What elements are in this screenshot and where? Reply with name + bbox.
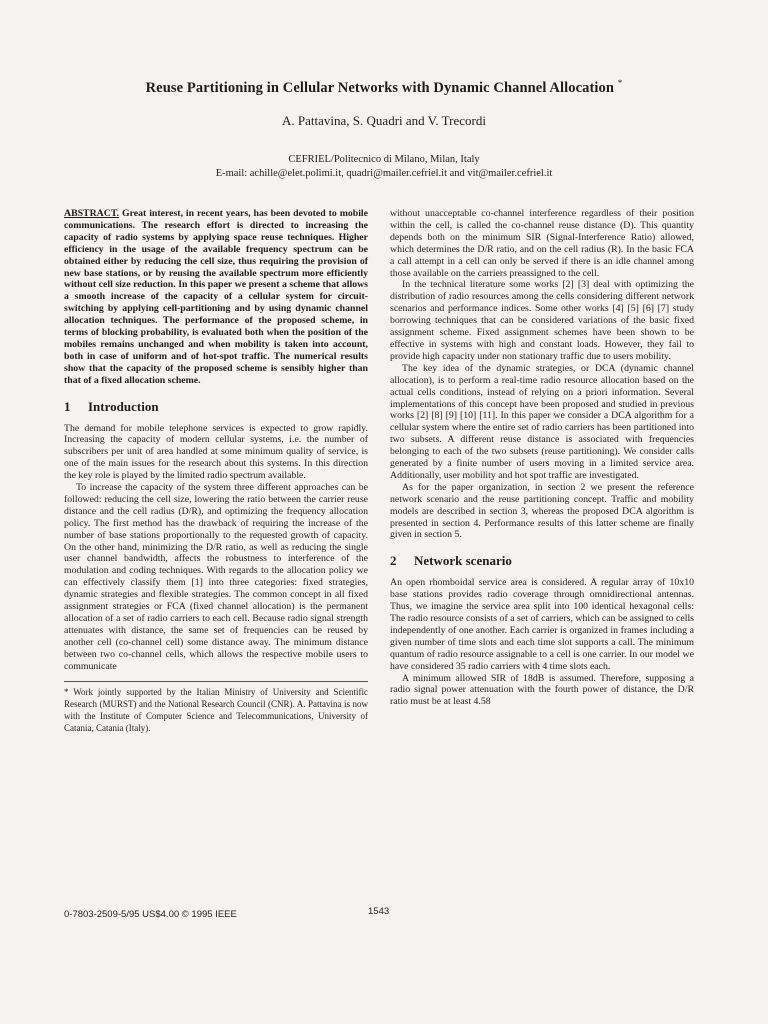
page-number: 1543	[368, 906, 390, 917]
abstract	[64, 208, 368, 387]
paragraph: The demand for mobile telephone services is expected to grow rapidly. Increasing the capacity of modern cellular systems, i.e. the number of subscribers per unit of area handled at some minimum quality of service, is one of the main issues for the research about this systems. In this direction the key role is played by the limited radio spectrum available.	[64, 422, 368, 482]
paragraph: An open rhomboidal service area is considered. A regular array of 10x10 base stations provides radio coverage through omnidirectional antennas. Thus, we imagine the service area split into 100 identical hexagonal cells: The radio resource consists of a set of carriers, which can be assigned to cells independently of one another. Each carrier is organized in frames including a given number of time slots and each time slot supports a call. The minimum quantum of radio resource assignable to a cell is one carrier. In our model we have considered 35 radio carriers with 4 time slots each.	[390, 577, 694, 672]
paragraph: The key idea of the dynamic strategies, or DCA (dynamic channel allocation), is to perform a real-time radio resource allocation based on the actual cells conditions, instead of relying on a priori information. Several implementations of this concept have been proposed and studied in previous works [2] [8] [9] [10] [11]. In this paper we consider a DCA algorithm for a cellular system where the entire set of radio carriers has been partitioned into two subsets. A different reuse distance is associated with frequencies belonging to each of the two subsets (reuse partitioning). We consider calls generated by a finite number of users moving in a limited service area. Additionally, user mobility and hot spot traffic are investigated.	[390, 362, 694, 481]
title-text: Reuse Partitioning in Cellular Networks with Dynamic Channel Allocation	[145, 79, 615, 96]
authors: A. Pattavina, S. Quadri and V. Trecordi	[282, 113, 486, 128]
abstract-text: Great interest, in recent years, has been devoted to mobile communications. The research effort is directed to increasing the capacity of radio systems by applying space reuse techniques. Higher efficiency in the usage of the available frequency spectrum can be obtained either by reducing the cell size, thus requiring the provision of new base stations, or by reusing the available spectrum more efficiently without cell size reduction. In this paper we present a scheme that allows a smooth increase of the capacity of a cellular system for circuit-switching by applying cell-partitioning and by using dynamic channel allocation techniques. The performance of the proposed scheme, in terms of blocking probability, is evaluated both when the position of the mobiles remains unchanged and when mobility is taken into account, both in case of uniform and of hot-spot traffic. The numerical results show that the capacity of the proposed scheme is sensibly higher than that of a fixed allocation scheme.	[64, 208, 368, 386]
abstract-label: ABSTRACT.	[64, 208, 120, 219]
title-footnote-mark: *	[617, 78, 623, 88]
copyright-line: 0-7803-2509-5/95 US$4.00 © 1995 IEEE	[64, 909, 237, 920]
affiliation-block	[0, 153, 768, 181]
affiliation: CEFRIEL/Politecnico di Milano, Milan, Italy	[288, 154, 480, 165]
right-column	[390, 208, 694, 708]
section-title: Network scenario	[414, 553, 512, 569]
section-number: 1	[64, 398, 71, 414]
email-line: E-mail: achille@elet.polimi.it, quadri@mailer.cefriel.it and vit@mailer.cefriel.it	[215, 168, 553, 179]
section-number: 2	[390, 553, 397, 569]
paper-title	[0, 78, 768, 97]
section-heading-network-scenario	[390, 555, 694, 567]
paragraph: To increase the capacity of the system three different approaches can be followed: reducing the cell size, lowering the ratio between the carrier reuse distance and the cell radius (D/R), and optimizing the frequency allocation policy. The first method has the drawback of requiring the increase of the number of base stations proportionally to the requested growth of capacity. On the other hand, minimizing the D/R ratio, as well as reducing the single user channel bandwidth, affects the robustness to interference of the modulation and coding techniques. With regards to the allocation policy we can effectively classify them [1] into three categories: fixed strategies, dynamic strategies and flexible strategies. The common concept in all fixed assignment strategies or FCA (fixed channel allocation) is the permanent allocation of a set of radio carriers to each cell. Because radio signal strength attenuates with distance, the same set of frequencies can be reused by another cell (co-channel cell) some distance away. The minimum distance between two co-channel cells, which allows the respective mobile users to communicate	[64, 482, 368, 672]
left-column	[64, 208, 368, 734]
footnote: * Work jointly supported by the Italian Ministry of University and Scientific Research (MURST) and the National Research Council (CNR). A. Pattavina is now with the Institute of Computer Science and Telecommunications, University of Catania, Catania (Italy).	[64, 681, 368, 734]
paragraph: without unacceptable co-channel interference regardless of their position within the cell, is called the co-channel reuse distance (D). This quantity depends both on the minimum SIR (Signal-Interference Ratio) allowed, which determines the D/R ratio, and on the cell radius (R). In the basic FCA a call attempt in a cell can only be served if there is an idle channel among those available on the carriers preassigned to the cell.	[390, 208, 694, 279]
section-title: Introduction	[88, 398, 159, 414]
section-heading-introduction	[64, 398, 368, 414]
paragraph: In the technical literature some works [2] [3] deal with optimizing the distribution of radio resources among the cells considering different network scenarios and performance indices. Some other works [4] [5] [6] [7] study borrowing techniques that can be considered variations of the basic fixed assignment scheme. Fixed assignment schemes have been shown to be effective in systems with high and constant loads. However, they fail to provide high capacity under non stationary traffic due to users mobility.	[390, 279, 694, 362]
paragraph: As for the paper organization, in section 2 we present the reference network scenario and the reuse partitioning concept. Traffic and mobility models are described in section 3, whereas the proposed DCA algorithm is presented in section 4. Performance results of this latter scheme are finally given in section 5.	[390, 481, 694, 541]
paragraph: A minimum allowed SIR of 18dB is assumed. Therefore, supposing a radio signal power attenuation with the fourth power of distance, the D/R ratio must be at least 4.58	[390, 672, 694, 708]
